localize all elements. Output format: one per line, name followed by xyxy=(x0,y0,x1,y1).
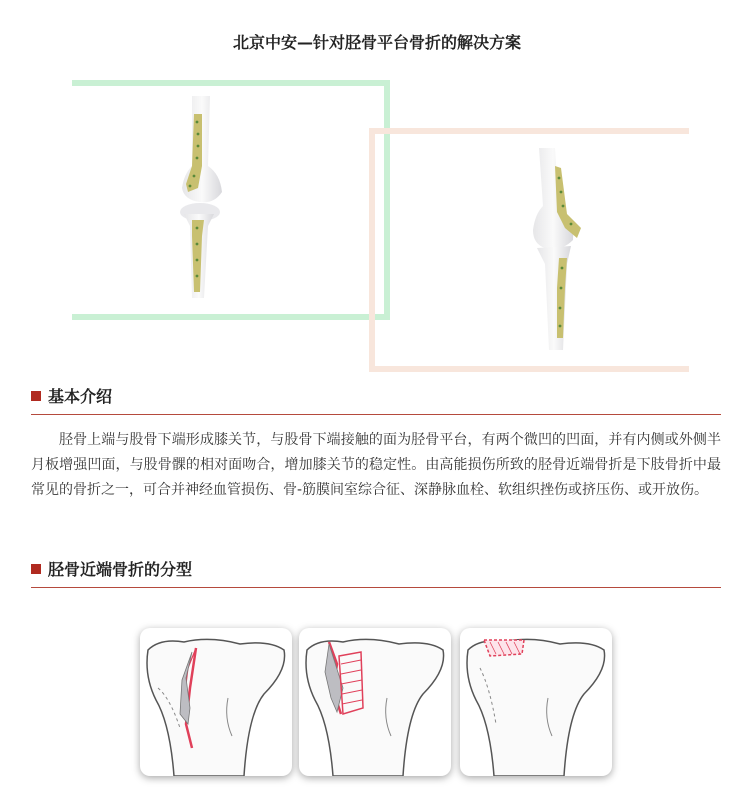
section-fracture-classification xyxy=(31,557,721,588)
section-marker-icon xyxy=(31,564,41,574)
fracture-type-split-depression-image xyxy=(299,628,451,776)
intro-paragraph: 胫骨上端与股骨下端形成膝关节，与股骨下端接触的面为胫骨平台，有两个微凹的凹面，并有内侧或外侧半月板增强凹面，与股骨髁的相对面吻合，增加膝关节的稳定性。由高能损伤所致的胫骨近端骨折是下肢骨折中最常见的骨折之一，可合并神经血管损伤、骨-筋膜间室综合征、深静脉血栓、软组织挫伤或挤压伤、或开放伤。 xyxy=(31,432,721,498)
section-marker-icon xyxy=(31,391,41,401)
fracture-type-depression-image xyxy=(460,628,612,776)
section-heading: 胫骨近端骨折的分型 xyxy=(48,560,193,579)
knee-implant-side-view-image xyxy=(525,148,595,350)
knee-implant-front-view-image xyxy=(170,96,240,298)
section-basic-intro xyxy=(31,384,721,415)
page-title: 北京中安—针对胫骨平台骨折的解决方案 xyxy=(232,33,521,52)
fracture-type-split-image xyxy=(140,628,292,776)
section-heading: 基本介绍 xyxy=(48,387,113,406)
